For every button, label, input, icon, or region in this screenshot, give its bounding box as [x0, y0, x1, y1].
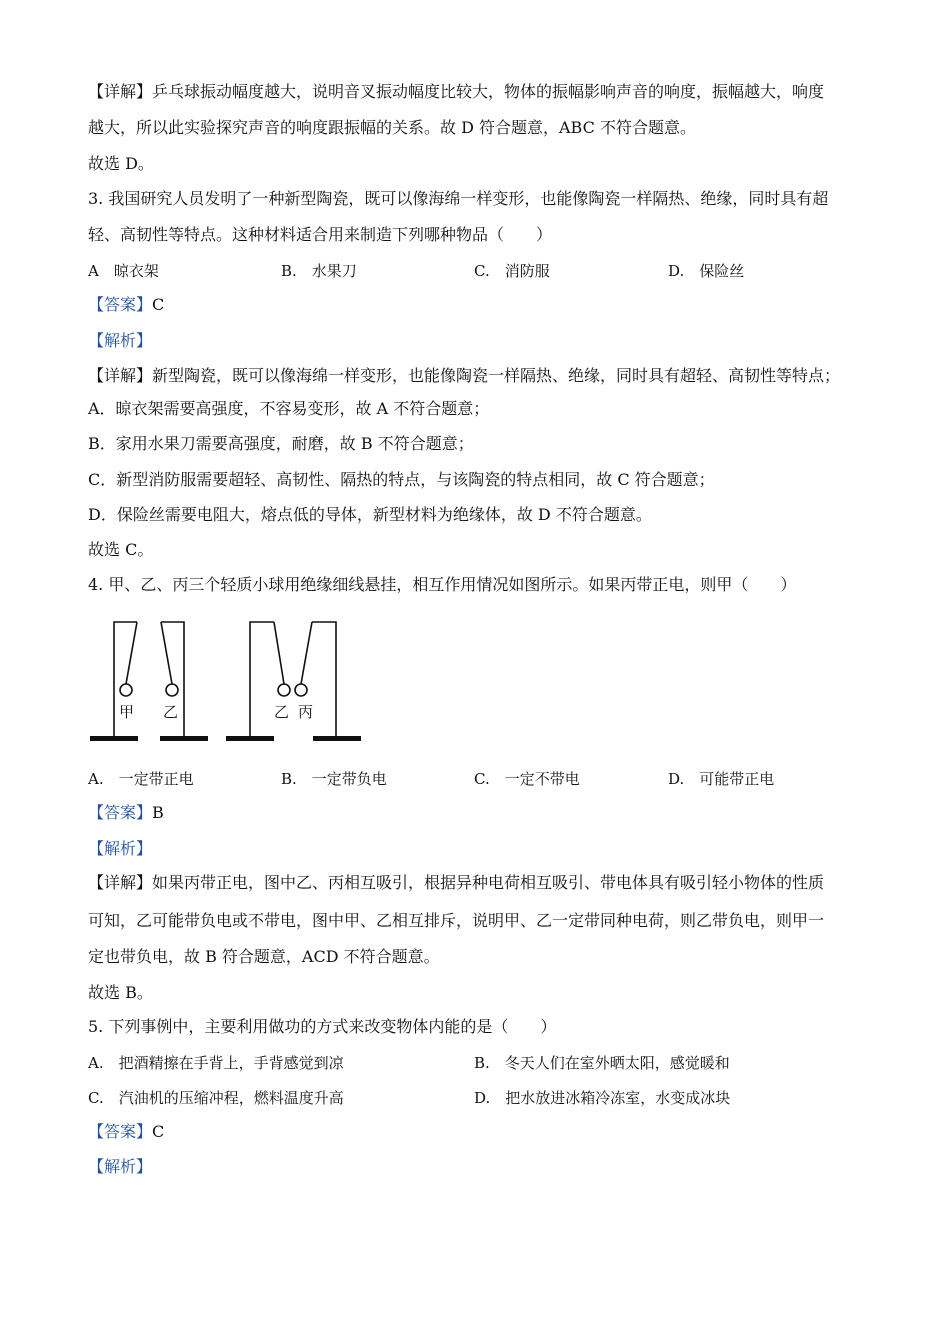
detail-label: 【详解】 [88, 873, 153, 892]
q4-stem: 4. 甲、乙、丙三个轻质小球用绝缘细线悬挂，相互作用情况如图所示。如果丙带正电，则甲（ ） [88, 575, 797, 594]
ball-jia [120, 684, 132, 696]
q5-option-a: A. 把酒精擦在手背上，手背感觉到凉 [88, 1054, 344, 1072]
thread-jia [126, 622, 137, 684]
q5-analysis-label: 【解析】 [88, 1157, 153, 1176]
label-yi-left: 乙 [163, 703, 179, 721]
q5-option-b: B. 冬天人们在室外晒太阳，感觉暖和 [474, 1054, 730, 1072]
q3-option-b: B. 水果刀 [281, 262, 357, 280]
base-2 [160, 736, 208, 741]
q3-stem-line1: 3. 我国研究人员发明了一种新型陶瓷，既可以像海绵一样变形，也能像陶瓷一样隔热、绝缘，同时具有超 [88, 189, 829, 208]
q4-option-a: A. 一定带正电 [88, 770, 194, 788]
answer-value: C [152, 1122, 165, 1141]
q3-answer [88, 294, 164, 316]
q3-detail-d: D．保险丝需要电阻大，熔点低的导体，新型材料为绝缘体，故 D 不符合题意。 [88, 505, 652, 524]
stand-4-frame [312, 622, 336, 738]
q4-option-d: D. 可能带正电 [668, 770, 775, 788]
q3-option-c: C. 消防服 [474, 262, 550, 280]
answer-value: B [152, 803, 164, 822]
label-jia: 甲 [119, 703, 135, 721]
answer-value: C [152, 295, 165, 314]
q3-detail-c: C．新型消防服需要超轻、高韧性、隔热的特点，与该陶瓷的特点相同，故 C 符合题意； [88, 470, 715, 489]
q3-option-d: D. 保险丝 [668, 262, 745, 280]
q3-detail-line1: 【详解】新型陶瓷，既可以像海绵一样变形，也能像陶瓷一样隔热、绝缘，同时具有超轻、高韧性等特点； [88, 366, 841, 385]
ball-bing [295, 684, 307, 696]
q3-option-a: A 晾衣架 [88, 262, 159, 280]
q5-answer [88, 1121, 164, 1143]
q4-detail-line1: 【详解】如果丙带正电，图中乙、丙相互吸引，根据异种电荷相互吸引、带电体具有吸引轻小物体的性质 [88, 873, 825, 892]
ball-yi-left [166, 684, 178, 696]
q2-detail-line1: 【详解】乒乓球振动幅度越大，说明音叉振动幅度比较大，物体的振幅影响声音的响度，振幅越大，响度 [88, 82, 825, 101]
charged-balls-figure [88, 612, 368, 747]
base-3 [226, 736, 274, 741]
q2-choose: 故选 D。 [88, 154, 154, 173]
q4-option-c: C. 一定不带电 [474, 770, 580, 788]
q4-detail-line3: 定也带负电，故 B 符合题意，ACD 不符合题意。 [88, 947, 440, 966]
q3-choose: 故选 C。 [88, 540, 154, 559]
q3-stem-line2: 轻、高韧性等特点。这种材料适合用来制造下列哪种物品（ ） [88, 225, 553, 244]
q3-detail-b: B．家用水果刀需要高强度，耐磨，故 B 不符合题意； [88, 434, 474, 453]
q4-detail-line2: 可知，乙可能带负电或不带电，图中甲、乙相互排斥，说明甲、乙一定带同种电荷，则乙带负电，则甲一 [88, 911, 825, 930]
thread-yi-left [161, 622, 172, 684]
answer-label: 【答案】 [88, 803, 153, 822]
q4-analysis-label: 【解析】 [88, 839, 153, 858]
q5-stem: 5. 下列事例中，主要利用做功的方式来改变物体内能的是（ ） [88, 1017, 557, 1036]
q3-analysis-label: 【解析】 [88, 331, 153, 350]
q4-option-b: B. 一定带负电 [281, 770, 387, 788]
ball-yi-right [278, 684, 290, 696]
answer-label: 【答案】 [88, 295, 153, 314]
label-yi-right: 乙 [274, 703, 290, 721]
base-1 [90, 736, 138, 741]
q2-detail-line2: 越大，所以此实验探究声音的响度跟振幅的关系。故 D 符合题意，ABC 不符合题意。 [88, 118, 696, 137]
detail-label: 【详解】 [88, 366, 153, 385]
q3-detail-a: A．晾衣架需要高强度，不容易变形，故 A 不符合题意； [88, 399, 490, 418]
q4-choose: 故选 B。 [88, 983, 153, 1002]
q5-option-d: D. 把水放进冰箱冷冻室，水变成冰块 [474, 1089, 731, 1107]
thread-yi-right [274, 622, 284, 684]
stand-3-frame [250, 622, 274, 738]
detail-label: 【详解】 [88, 82, 153, 101]
label-bing: 丙 [298, 703, 314, 721]
answer-label: 【答案】 [88, 1122, 153, 1141]
base-4 [313, 736, 361, 741]
q4-answer [88, 802, 164, 824]
q5-option-c: C. 汽油机的压缩冲程，燃料温度升高 [88, 1089, 344, 1107]
thread-bing [301, 622, 312, 684]
